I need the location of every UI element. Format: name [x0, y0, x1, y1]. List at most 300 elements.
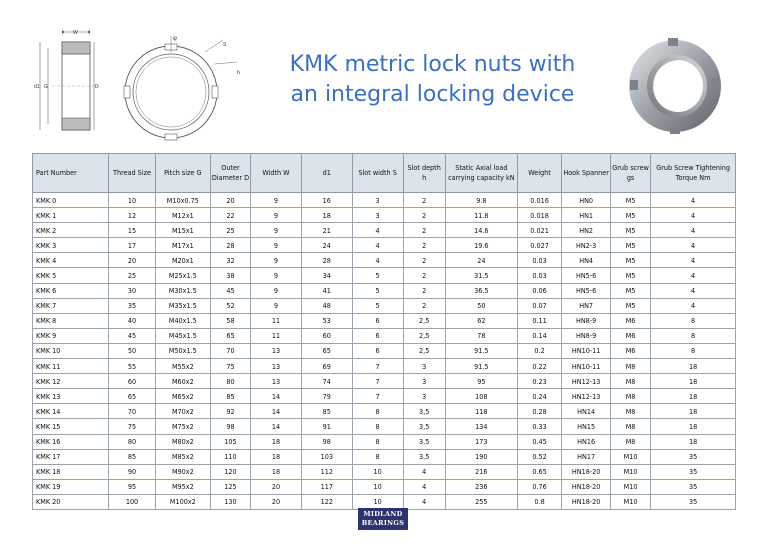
- table-cell: 80: [210, 374, 250, 389]
- table-row: [33, 343, 736, 358]
- table-cell: 3: [352, 193, 403, 208]
- table-cell: M6: [610, 343, 650, 358]
- logo-line-1: MIDLAND: [363, 510, 403, 518]
- table-cell: M6: [610, 328, 650, 343]
- table-cell: 2: [403, 298, 445, 313]
- table-cell: 28: [301, 253, 352, 268]
- label-h: h: [237, 70, 240, 76]
- table-row: [33, 479, 736, 494]
- table-cell: 10: [352, 494, 403, 509]
- table-cell: HN16: [562, 434, 611, 449]
- table-cell: KMK 6: [33, 283, 109, 298]
- table-cell: HN5-6: [562, 283, 611, 298]
- table-cell: M8: [610, 359, 650, 374]
- table-cell: 2: [403, 238, 445, 253]
- table-cell: 52: [210, 298, 250, 313]
- table-cell: HN7: [562, 298, 611, 313]
- table-cell: 9.8: [445, 193, 517, 208]
- table-cell: M8: [610, 404, 650, 419]
- table-cell: 4: [651, 283, 736, 298]
- table-cell: 11: [251, 313, 302, 328]
- table-cell: 0.03: [517, 268, 561, 283]
- table-cell: 65: [301, 343, 352, 358]
- table-cell: 118: [445, 404, 517, 419]
- table-cell: 4: [651, 208, 736, 223]
- table-cell: 190: [445, 449, 517, 464]
- table-cell: 45: [210, 283, 250, 298]
- table-cell: 3,5: [403, 434, 445, 449]
- table-cell: 9: [251, 298, 302, 313]
- table-cell: 14.6: [445, 223, 517, 238]
- table-cell: 69: [301, 359, 352, 374]
- table-cell: 0.22: [517, 359, 561, 374]
- table-cell: 2: [403, 283, 445, 298]
- table-cell: 2: [403, 268, 445, 283]
- table-cell: 91.5: [445, 359, 517, 374]
- table-cell: 6: [352, 313, 403, 328]
- table-cell: 236: [445, 479, 517, 494]
- table-cell: 0.027: [517, 238, 561, 253]
- table-cell: M5: [610, 193, 650, 208]
- table-cell: 6: [352, 328, 403, 343]
- table-cell: 0.33: [517, 419, 561, 434]
- table-cell: 98: [301, 434, 352, 449]
- table-cell: HN12-13: [562, 374, 611, 389]
- table-cell: M6: [610, 313, 650, 328]
- table-cell: HN15: [562, 419, 611, 434]
- table-cell: M90x2: [155, 464, 210, 479]
- header: [0, 0, 768, 150]
- table-cell: 9: [251, 223, 302, 238]
- column-header: d1: [301, 154, 352, 193]
- table-cell: 70: [210, 343, 250, 358]
- title-line-1: KMK metric lock nuts with: [289, 52, 576, 77]
- table-cell: 14: [251, 404, 302, 419]
- table-cell: 35: [651, 464, 736, 479]
- table-cell: 5: [352, 283, 403, 298]
- table-cell: 4: [651, 193, 736, 208]
- table-cell: M65x2: [155, 389, 210, 404]
- table-cell: 48: [301, 298, 352, 313]
- table-cell: HN4: [562, 253, 611, 268]
- table-cell: 25: [109, 268, 156, 283]
- table-cell: HN18-20: [562, 479, 611, 494]
- table-cell: 8: [352, 404, 403, 419]
- table-header-row: [33, 154, 736, 193]
- table-cell: 11.8: [445, 208, 517, 223]
- table-cell: KMK 18: [33, 464, 109, 479]
- table-cell: 60: [109, 374, 156, 389]
- table-cell: 8: [352, 434, 403, 449]
- table-cell: 108: [445, 389, 517, 404]
- table-row: [33, 208, 736, 223]
- table-cell: 41: [301, 283, 352, 298]
- table-cell: 8: [352, 449, 403, 464]
- table-cell: 58: [210, 313, 250, 328]
- table-cell: 4: [651, 223, 736, 238]
- table-cell: 0.45: [517, 434, 561, 449]
- table-cell: 4: [651, 268, 736, 283]
- table-cell: 4: [403, 479, 445, 494]
- table-cell: 65: [210, 328, 250, 343]
- table-cell: HN0: [562, 193, 611, 208]
- table-cell: M5: [610, 238, 650, 253]
- column-header: Static Axial load carrying capacity kN: [445, 154, 517, 193]
- table-row: [33, 223, 736, 238]
- table-body: [33, 193, 736, 510]
- table-cell: M75x2: [155, 419, 210, 434]
- table-cell: 9: [251, 238, 302, 253]
- table-cell: 0.24: [517, 389, 561, 404]
- table-cell: 35: [651, 494, 736, 509]
- table-cell: 130: [210, 494, 250, 509]
- column-header: Grub Screw Tightening Torque Nm: [651, 154, 736, 193]
- table-cell: M15x1: [155, 223, 210, 238]
- table-cell: 12: [109, 208, 156, 223]
- table-cell: 4: [403, 494, 445, 509]
- table-cell: 18: [651, 359, 736, 374]
- column-header: Grub screw gs: [610, 154, 650, 193]
- table-cell: M45x1.5: [155, 328, 210, 343]
- table-cell: 80: [109, 434, 156, 449]
- table-cell: 0.021: [517, 223, 561, 238]
- table-cell: 17: [109, 238, 156, 253]
- table-cell: M10: [610, 494, 650, 509]
- table-cell: 30: [109, 283, 156, 298]
- table-cell: 3: [403, 359, 445, 374]
- column-header: Part Number: [33, 154, 109, 193]
- table-cell: KMK 0: [33, 193, 109, 208]
- lock-nut-photo: [620, 28, 730, 140]
- table-cell: 11: [251, 328, 302, 343]
- table-cell: M10x0.75: [155, 193, 210, 208]
- logo-line-2: BEARINGS: [361, 519, 405, 527]
- table-cell: M8: [610, 389, 650, 404]
- table-cell: HN18-20: [562, 494, 611, 509]
- table-cell: HN1: [562, 208, 611, 223]
- table-cell: 18: [301, 208, 352, 223]
- title-line-2: an integral locking device: [290, 82, 575, 107]
- table-row: [33, 328, 736, 343]
- table-cell: KMK 4: [33, 253, 109, 268]
- label-d1: d1: [34, 84, 40, 90]
- table-cell: M40x1.5: [155, 313, 210, 328]
- table-cell: 216: [445, 464, 517, 479]
- table-cell: 13: [251, 359, 302, 374]
- table-cell: 31.5: [445, 268, 517, 283]
- table-cell: M50x1.5: [155, 343, 210, 358]
- table-cell: 6: [352, 343, 403, 358]
- table-cell: 79: [301, 389, 352, 404]
- table-cell: 110: [210, 449, 250, 464]
- table-row: [33, 419, 736, 434]
- table-cell: 91: [301, 419, 352, 434]
- table-cell: 98: [210, 419, 250, 434]
- table-cell: 9: [251, 268, 302, 283]
- table-cell: 9: [251, 208, 302, 223]
- table-cell: 4: [651, 253, 736, 268]
- table-cell: M100x2: [155, 494, 210, 509]
- table-cell: 35: [109, 298, 156, 313]
- table-cell: M30x1.5: [155, 283, 210, 298]
- lock-nut-spec-table: [32, 153, 736, 510]
- table-cell: 3: [403, 374, 445, 389]
- table-cell: 19.6: [445, 238, 517, 253]
- table-cell: 2: [403, 253, 445, 268]
- table-cell: KMK 14: [33, 404, 109, 419]
- table-cell: KMK 20: [33, 494, 109, 509]
- table-cell: M55x2: [155, 359, 210, 374]
- table-cell: 91.5: [445, 343, 517, 358]
- table-cell: 25: [210, 223, 250, 238]
- table-cell: M12x1: [155, 208, 210, 223]
- table-cell: 2,5: [403, 328, 445, 343]
- table-cell: 22: [210, 208, 250, 223]
- table-row: [33, 374, 736, 389]
- table-cell: 3,5: [403, 419, 445, 434]
- table-cell: M95x2: [155, 479, 210, 494]
- side-section-drawing: [32, 28, 100, 140]
- table-cell: HN17: [562, 449, 611, 464]
- table-cell: 8: [651, 313, 736, 328]
- table-cell: 4: [403, 464, 445, 479]
- table-cell: KMK 15: [33, 419, 109, 434]
- table-cell: M85x2: [155, 449, 210, 464]
- table-cell: HN18-20: [562, 464, 611, 479]
- table-row: [33, 283, 736, 298]
- table-cell: 35: [651, 479, 736, 494]
- table-cell: 255: [445, 494, 517, 509]
- table-cell: HN8-9: [562, 313, 611, 328]
- table-cell: 10: [352, 464, 403, 479]
- table-cell: M5: [610, 253, 650, 268]
- label-phi: φ: [173, 36, 177, 42]
- table-cell: KMK 1: [33, 208, 109, 223]
- table-cell: M35x1.5: [155, 298, 210, 313]
- table-cell: 134: [445, 419, 517, 434]
- table-cell: 0.2: [517, 343, 561, 358]
- table-cell: 65: [109, 389, 156, 404]
- table-cell: M10: [610, 479, 650, 494]
- table-cell: 62: [445, 313, 517, 328]
- table-cell: 24: [445, 253, 517, 268]
- table-cell: 18: [651, 434, 736, 449]
- table-cell: 2: [403, 208, 445, 223]
- table-cell: HN2: [562, 223, 611, 238]
- table-cell: HN14: [562, 404, 611, 419]
- table-cell: 18: [651, 404, 736, 419]
- table-cell: M5: [610, 283, 650, 298]
- table-row: [33, 464, 736, 479]
- table-cell: 5: [352, 298, 403, 313]
- table-cell: 20: [210, 193, 250, 208]
- table-cell: KMK 12: [33, 374, 109, 389]
- table-cell: 50: [109, 343, 156, 358]
- table-cell: KMK 7: [33, 298, 109, 313]
- table-cell: 117: [301, 479, 352, 494]
- table-cell: M5: [610, 268, 650, 283]
- table-row: [33, 434, 736, 449]
- table-cell: 4: [651, 298, 736, 313]
- table-row: [33, 238, 736, 253]
- table-cell: HN10-11: [562, 359, 611, 374]
- table-cell: 9: [251, 253, 302, 268]
- table-cell: 120: [210, 464, 250, 479]
- table-cell: 0.11: [517, 313, 561, 328]
- table-cell: KMK 13: [33, 389, 109, 404]
- table-cell: 0.28: [517, 404, 561, 419]
- table-cell: M60x2: [155, 374, 210, 389]
- table-cell: 7: [352, 359, 403, 374]
- table-cell: 34: [301, 268, 352, 283]
- label-d: D: [95, 84, 99, 90]
- table-cell: M80x2: [155, 434, 210, 449]
- table-cell: 122: [301, 494, 352, 509]
- table-cell: 173: [445, 434, 517, 449]
- column-header: Width W: [251, 154, 302, 193]
- table-cell: 85: [301, 404, 352, 419]
- table-cell: M17x1: [155, 238, 210, 253]
- table-cell: 0.8: [517, 494, 561, 509]
- midland-bearings-logo: [358, 508, 408, 530]
- table-cell: 75: [109, 419, 156, 434]
- table-row: [33, 298, 736, 313]
- table-cell: 95: [445, 374, 517, 389]
- front-view-drawing: [105, 32, 250, 142]
- table-cell: 20: [251, 479, 302, 494]
- table-cell: 90: [109, 464, 156, 479]
- table-cell: 75: [210, 359, 250, 374]
- table-cell: 3,5: [403, 449, 445, 464]
- table-row: [33, 193, 736, 208]
- table-cell: KMK 8: [33, 313, 109, 328]
- table-cell: 13: [251, 343, 302, 358]
- table-cell: KMK 11: [33, 359, 109, 374]
- table-cell: M10: [610, 464, 650, 479]
- table-cell: 24: [301, 238, 352, 253]
- table-cell: 20: [109, 253, 156, 268]
- table-cell: 74: [301, 374, 352, 389]
- column-header: Slot depth h: [403, 154, 445, 193]
- column-header: Pitch size G: [155, 154, 210, 193]
- table-cell: 0.14: [517, 328, 561, 343]
- table-cell: 35: [651, 449, 736, 464]
- table-cell: 60: [301, 328, 352, 343]
- table-cell: HN5-6: [562, 268, 611, 283]
- table-cell: 0.23: [517, 374, 561, 389]
- table-cell: HN10-11: [562, 343, 611, 358]
- table-cell: 4: [352, 253, 403, 268]
- column-header: Outer Diameter D: [210, 154, 250, 193]
- table-cell: KMK 3: [33, 238, 109, 253]
- table-cell: M10: [610, 449, 650, 464]
- label-w: W: [73, 30, 78, 36]
- table-cell: 32: [210, 253, 250, 268]
- table-cell: 0.07: [517, 298, 561, 313]
- label-s: S: [223, 42, 227, 48]
- table-cell: 15: [109, 223, 156, 238]
- table-cell: 92: [210, 404, 250, 419]
- table-cell: 10: [109, 193, 156, 208]
- table-cell: 4: [352, 223, 403, 238]
- table-cell: 9: [251, 283, 302, 298]
- table-cell: 55: [109, 359, 156, 374]
- table-cell: 8: [651, 343, 736, 358]
- table-row: [33, 449, 736, 464]
- table-cell: 85: [210, 389, 250, 404]
- table-cell: 18: [251, 434, 302, 449]
- table-cell: M8: [610, 374, 650, 389]
- table-row: [33, 404, 736, 419]
- table-cell: 3: [352, 208, 403, 223]
- table-cell: KMK 10: [33, 343, 109, 358]
- table-cell: 0.03: [517, 253, 561, 268]
- table-cell: 100: [109, 494, 156, 509]
- table-cell: 16: [301, 193, 352, 208]
- table-cell: 7: [352, 374, 403, 389]
- table-row: [33, 313, 736, 328]
- table-cell: HN2-3: [562, 238, 611, 253]
- table-cell: 21: [301, 223, 352, 238]
- table-cell: 18: [251, 449, 302, 464]
- table-cell: 10: [352, 479, 403, 494]
- column-header: Thread Size: [109, 154, 156, 193]
- table-cell: 103: [301, 449, 352, 464]
- table-cell: 95: [109, 479, 156, 494]
- table-cell: 9: [251, 193, 302, 208]
- table-cell: 4: [651, 238, 736, 253]
- label-g: G: [44, 84, 48, 90]
- table-cell: 0.76: [517, 479, 561, 494]
- table-cell: HN8-9: [562, 328, 611, 343]
- table-cell: 2,5: [403, 313, 445, 328]
- table-cell: 2: [403, 223, 445, 238]
- table-cell: 0.65: [517, 464, 561, 479]
- table-cell: 70: [109, 404, 156, 419]
- table-cell: M8: [610, 434, 650, 449]
- table-cell: M5: [610, 208, 650, 223]
- table-cell: M70x2: [155, 404, 210, 419]
- column-header: Hook Spanner: [562, 154, 611, 193]
- table-cell: 18: [651, 419, 736, 434]
- table-cell: M5: [610, 298, 650, 313]
- table-cell: 125: [210, 479, 250, 494]
- page-title: [255, 50, 610, 110]
- table-cell: KMK 16: [33, 434, 109, 449]
- table-cell: KMK 17: [33, 449, 109, 464]
- table-cell: M25x1.5: [155, 268, 210, 283]
- table-cell: 78: [445, 328, 517, 343]
- table-cell: 2,5: [403, 343, 445, 358]
- table-cell: 0.06: [517, 283, 561, 298]
- table-cell: 36.5: [445, 283, 517, 298]
- table-cell: 38: [210, 268, 250, 283]
- table-cell: 14: [251, 389, 302, 404]
- table-cell: 8: [651, 328, 736, 343]
- column-header: Weight: [517, 154, 561, 193]
- table-cell: KMK 9: [33, 328, 109, 343]
- table-row: [33, 253, 736, 268]
- table-row: [33, 359, 736, 374]
- table-cell: 18: [651, 389, 736, 404]
- table-cell: 5: [352, 268, 403, 283]
- table-cell: 14: [251, 419, 302, 434]
- table-cell: KMK 2: [33, 223, 109, 238]
- table-cell: M20x1: [155, 253, 210, 268]
- table-cell: M5: [610, 223, 650, 238]
- table-cell: 3,5: [403, 404, 445, 419]
- table-cell: 50: [445, 298, 517, 313]
